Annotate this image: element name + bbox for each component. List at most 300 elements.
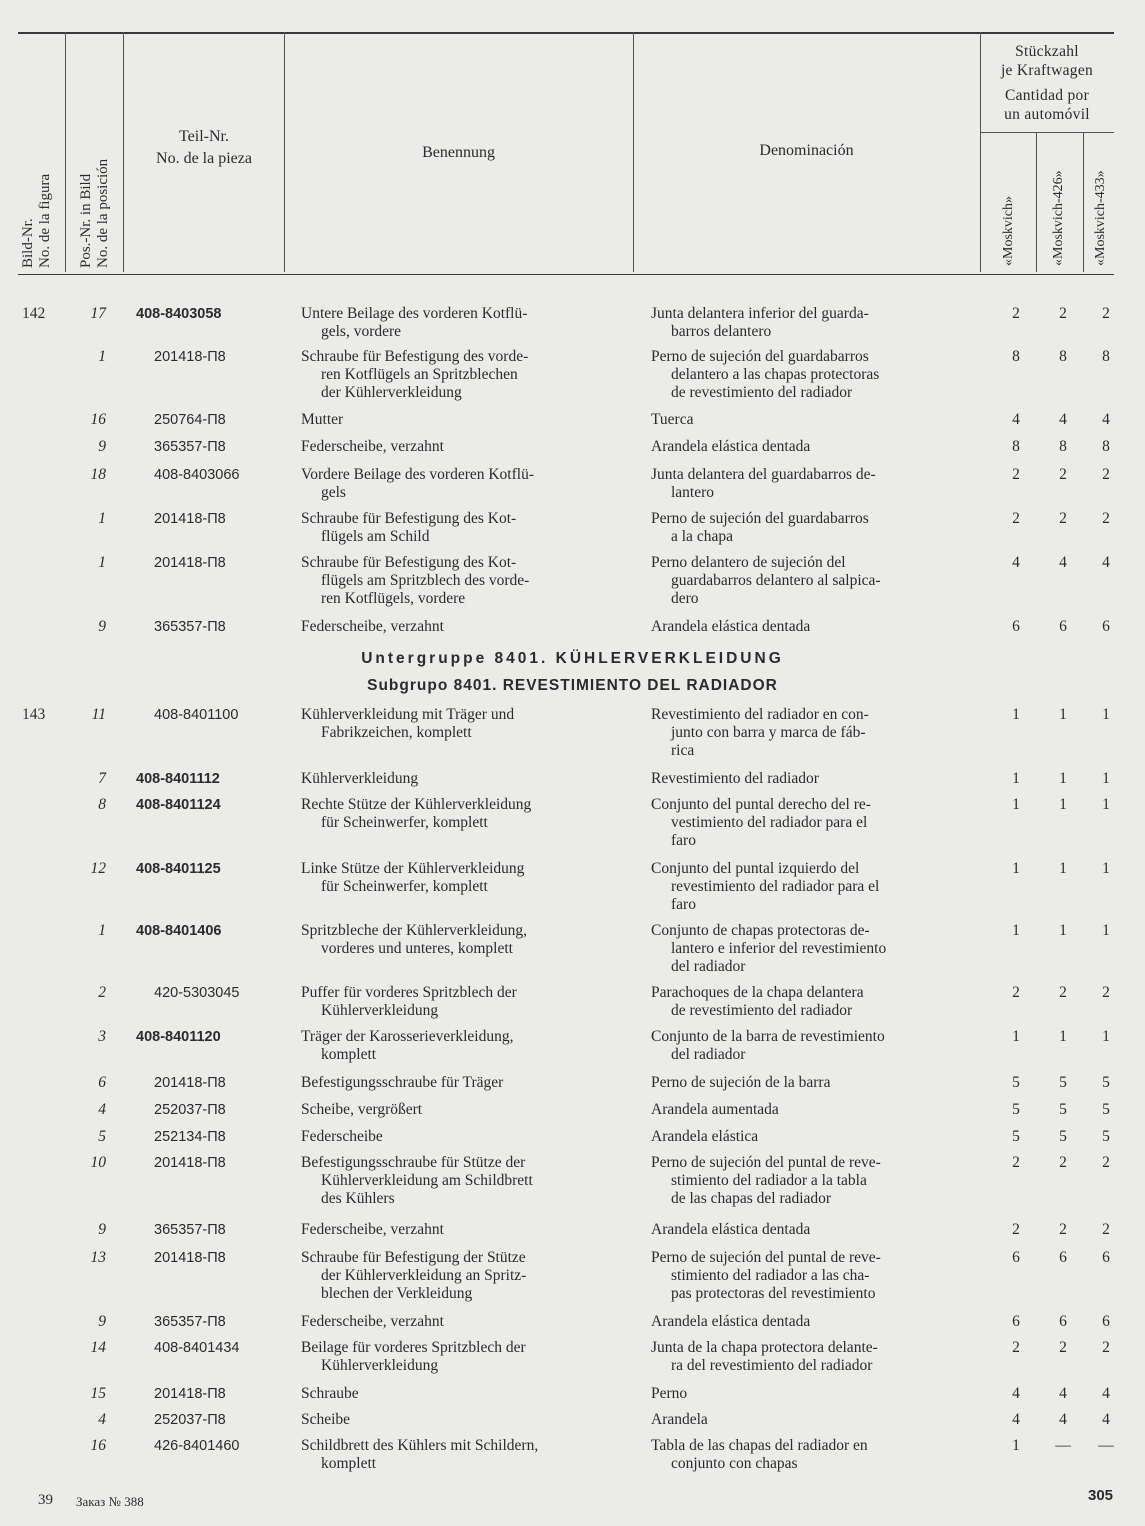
description-line: Arandela xyxy=(651,1411,708,1428)
quantity-2: 2 xyxy=(1059,466,1067,483)
description-line: flügels am Schild xyxy=(321,528,430,545)
part-number: 408-8401112 xyxy=(136,771,220,787)
description-line: Perno de sujeción del guardabarros xyxy=(651,348,869,365)
spanish-name xyxy=(651,860,967,914)
quantity-2: 1 xyxy=(1059,922,1067,939)
quantity-3: 5 xyxy=(1102,1074,1110,1091)
description-line: Revestimiento del radiador en con- xyxy=(651,706,869,723)
part-number: 201418-П8 xyxy=(154,1155,226,1171)
quantity-3: 5 xyxy=(1102,1101,1110,1118)
quantity-2: 4 xyxy=(1059,1385,1067,1402)
description-line: Kühlerverkleidung xyxy=(321,1002,439,1019)
part-number: 201418-П8 xyxy=(154,1075,226,1091)
german-name xyxy=(301,348,619,402)
quantity-2: 4 xyxy=(1059,411,1067,428)
quantity-2: 2 xyxy=(1059,1221,1067,1238)
header-qty-es-2: un automóvil xyxy=(1004,106,1090,123)
description-line: gels, vordere xyxy=(321,323,402,340)
part-number: 201418-П8 xyxy=(154,555,226,571)
quantity-3: 6 xyxy=(1102,1313,1110,1330)
quantity-2: 1 xyxy=(1059,860,1067,877)
description-line: Perno de sujeción de la barra xyxy=(651,1074,831,1091)
german-name xyxy=(301,1385,619,1403)
german-name xyxy=(301,1437,619,1473)
description-line: Schraube für Befestigung des Kot- xyxy=(301,554,517,571)
description-line: de revestimiento del radiador xyxy=(671,1002,853,1019)
quantity-1: 4 xyxy=(1012,411,1020,428)
description-line: Rechte Stütze der Kühlerverkleidung xyxy=(301,796,532,813)
quantity-1: 1 xyxy=(1012,1437,1020,1454)
description-line: Schraube für Befestigung des vorde- xyxy=(301,348,529,365)
header-part-de: Teil-Nr. xyxy=(179,128,229,145)
german-name xyxy=(301,1028,619,1064)
quantity-3: 1 xyxy=(1102,860,1110,877)
quantity-1: 2 xyxy=(1012,1221,1020,1238)
header-qty-de-1: Stückzahl xyxy=(1015,43,1079,60)
position-number: 5 xyxy=(98,1128,106,1145)
quantity-1: 1 xyxy=(1012,922,1020,939)
description-line: dero xyxy=(671,590,699,607)
quantity-1: 2 xyxy=(1012,1339,1020,1356)
german-name xyxy=(301,860,619,896)
quantity-1: 1 xyxy=(1012,1028,1020,1045)
quantity-1: 6 xyxy=(1012,1313,1020,1330)
position-number: 9 xyxy=(98,1313,106,1330)
position-number: 12 xyxy=(90,860,106,877)
description-line: Beilage für vorderes Spritzblech der xyxy=(301,1339,526,1356)
part-number: 201418-П8 xyxy=(154,1250,226,1266)
quantity-2: 1 xyxy=(1059,796,1067,813)
quantity-3: 5 xyxy=(1102,1128,1110,1145)
position-number: 7 xyxy=(98,770,106,787)
quantity-3: 6 xyxy=(1102,1249,1110,1266)
german-name xyxy=(301,438,619,456)
description-line: Federscheibe, verzahnt xyxy=(301,1221,444,1238)
description-line: gels xyxy=(321,484,346,501)
description-line: Mutter xyxy=(301,411,344,428)
spanish-name xyxy=(651,796,967,850)
description-line: Conjunto de la barra de revestimiento xyxy=(651,1028,885,1045)
quantity-1: 4 xyxy=(1012,1411,1020,1428)
quantity-2: 2 xyxy=(1059,305,1067,322)
figure-number: 143 xyxy=(22,706,46,723)
part-number: 201418-П8 xyxy=(154,1386,226,1402)
description-line: Träger der Karosserieverkleidung, xyxy=(301,1028,514,1045)
description-line: a la chapa xyxy=(671,528,733,545)
position-number: 3 xyxy=(98,1028,106,1045)
quantity-3: 6 xyxy=(1102,618,1110,635)
description-line: del radiador xyxy=(671,958,746,975)
position-number: 4 xyxy=(98,1101,106,1118)
spanish-name xyxy=(651,1385,967,1403)
spanish-name xyxy=(651,1028,967,1064)
quantity-3: 1 xyxy=(1102,770,1110,787)
description-line: Arandela elástica xyxy=(651,1128,759,1145)
description-line: des Kühlers xyxy=(321,1190,395,1207)
description-line: Schraube für Befestigung des Kot- xyxy=(301,510,517,527)
german-name xyxy=(301,510,619,546)
header-part-es: No. de la pieza xyxy=(156,150,252,167)
german-name xyxy=(301,1154,619,1208)
subgroup-title-de: Untergruppe 8401. KÜHLERVERKLEIDUNG xyxy=(361,650,784,667)
quantity-1: 2 xyxy=(1012,305,1020,322)
german-name xyxy=(301,1313,619,1331)
description-line: Linke Stütze der Kühlerverkleidung xyxy=(301,860,525,877)
description-line: Revestimiento del radiador xyxy=(651,770,819,787)
spanish-name xyxy=(651,618,967,636)
description-line: barros delantero xyxy=(671,323,772,340)
quantity-1: 1 xyxy=(1012,770,1020,787)
position-number: 10 xyxy=(90,1154,106,1171)
spanish-name xyxy=(651,1074,967,1092)
german-name xyxy=(301,1249,619,1303)
part-number: 420-5303045 xyxy=(154,985,240,1001)
german-name xyxy=(301,796,619,832)
part-number: 365357-П8 xyxy=(154,1222,226,1238)
description-line: Fabrikzeichen, komplett xyxy=(321,724,472,741)
position-number: 13 xyxy=(90,1249,106,1266)
description-line: Befestigungsschraube für Träger xyxy=(301,1074,504,1091)
german-name xyxy=(301,411,619,429)
quantity-2: — xyxy=(1055,1437,1071,1454)
spanish-name xyxy=(651,1101,967,1119)
spanish-name xyxy=(651,1154,967,1208)
german-name xyxy=(301,770,619,788)
german-name xyxy=(301,706,619,742)
description-line: Puffer für vorderes Spritzblech der xyxy=(301,984,517,1001)
spanish-name xyxy=(651,305,967,341)
quantity-3: 4 xyxy=(1102,554,1110,571)
spanish-name xyxy=(651,411,967,429)
qty-divider xyxy=(980,132,1114,133)
quantity-3: 1 xyxy=(1102,922,1110,939)
description-line: komplett xyxy=(321,1455,377,1472)
spanish-name xyxy=(651,466,967,502)
position-number: 1 xyxy=(98,348,106,365)
description-line: Federscheibe xyxy=(301,1128,383,1145)
header-model-1: «Moskvich» xyxy=(1001,196,1016,266)
description-line: ra del revestimiento del radiador xyxy=(671,1357,873,1374)
description-line: Kühlerverkleidung mit Träger und xyxy=(301,706,515,723)
quantity-3: 8 xyxy=(1102,438,1110,455)
part-number: 201418-П8 xyxy=(154,349,226,365)
header-qty-es-1: Cantidad por xyxy=(1004,87,1090,104)
description-line: blechen der Verkleidung xyxy=(321,1285,473,1302)
header-fig xyxy=(20,118,54,268)
quantity-1: 2 xyxy=(1012,1154,1020,1171)
footer-order: Заказ № 388 xyxy=(76,1494,144,1509)
description-line: guardabarros delantero al salpica- xyxy=(671,572,881,589)
spanish-name xyxy=(651,706,967,760)
part-number: 408-8401124 xyxy=(136,797,221,813)
part-number: 365357-П8 xyxy=(154,1314,226,1330)
part-number: 408-8401125 xyxy=(136,861,221,877)
spanish-name xyxy=(651,348,967,402)
description-line: der Kühlerverkleidung an Spritz- xyxy=(321,1267,527,1284)
spanish-name xyxy=(651,1411,967,1429)
position-number: 16 xyxy=(90,411,106,428)
part-number: 252037-П8 xyxy=(154,1412,226,1428)
spanish-name xyxy=(651,438,967,456)
description-line: Kühlerverkleidung am Schildbrett xyxy=(321,1172,533,1189)
part-number: 408-8401100 xyxy=(154,707,239,723)
quantity-2: 1 xyxy=(1059,770,1067,787)
spanish-name xyxy=(651,1249,967,1303)
quantity-3: 2 xyxy=(1102,1154,1110,1171)
quantity-1: 1 xyxy=(1012,796,1020,813)
part-number: 408-8403058 xyxy=(136,306,222,322)
quantity-3: 2 xyxy=(1102,1339,1110,1356)
spanish-name xyxy=(651,1221,967,1239)
description-line: de las chapas del radiador xyxy=(671,1190,832,1207)
header-qty xyxy=(980,42,1114,124)
description-line: lantero e inferior del revestimiento xyxy=(671,940,887,957)
description-line: vorderes und unteres, komplett xyxy=(321,940,513,957)
description-line: Tuerca xyxy=(651,411,694,428)
part-number: 365357-П8 xyxy=(154,439,226,455)
header-qty-de-2: je Kraftwagen xyxy=(1000,62,1094,79)
position-number: 9 xyxy=(98,618,106,635)
page-number: 305 xyxy=(1088,1487,1114,1504)
description-line: Perno de sujeción del puntal de reve- xyxy=(651,1249,881,1266)
spanish-name xyxy=(651,1313,967,1331)
quantity-1: 5 xyxy=(1012,1128,1020,1145)
description-line: Kühlerverkleidung xyxy=(301,770,419,787)
description-line: Conjunto del puntal izquierdo del xyxy=(651,860,860,877)
position-number: 9 xyxy=(98,438,106,455)
german-name xyxy=(301,1101,619,1119)
quantity-2: 6 xyxy=(1059,1313,1067,1330)
description-line: stimiento del radiador a las cha- xyxy=(671,1267,870,1284)
description-line: Federscheibe, verzahnt xyxy=(301,1313,444,1330)
header-pos-de: Pos.-Nr. in Bild xyxy=(78,173,94,268)
quantity-1: 2 xyxy=(1012,510,1020,527)
quantity-2: 6 xyxy=(1059,1249,1067,1266)
german-name xyxy=(301,984,619,1020)
position-number: 9 xyxy=(98,1221,106,1238)
quantity-1: 2 xyxy=(1012,984,1020,1001)
description-line: conjunto con chapas xyxy=(671,1455,798,1472)
part-number: 426-8401460 xyxy=(154,1438,240,1454)
german-name xyxy=(301,922,619,958)
quantity-3: 4 xyxy=(1102,411,1110,428)
description-line: für Scheinwerfer, komplett xyxy=(321,878,488,895)
description-line: Tabla de las chapas del radiador en xyxy=(651,1437,868,1454)
description-line: faro xyxy=(671,896,696,913)
part-number: 408-8401434 xyxy=(154,1340,240,1356)
part-number: 250764-П8 xyxy=(154,412,226,428)
quantity-3: 4 xyxy=(1102,1411,1110,1428)
description-line: Arandela elástica dentada xyxy=(651,1313,811,1330)
figure-number: 142 xyxy=(22,305,46,322)
quantity-3: 1 xyxy=(1102,706,1110,723)
quantity-1: 4 xyxy=(1012,1385,1020,1402)
quantity-3: 2 xyxy=(1102,305,1110,322)
quantity-3: 8 xyxy=(1102,348,1110,365)
description-line: Conjunto del puntal derecho del re- xyxy=(651,796,871,813)
quantity-1: 8 xyxy=(1012,348,1020,365)
header-part xyxy=(124,126,284,170)
description-line: Arandela aumentada xyxy=(651,1101,779,1118)
description-line: Befestigungsschraube für Stütze der xyxy=(301,1154,526,1171)
description-line: Parachoques de la chapa delantera xyxy=(651,984,864,1001)
quantity-1: 2 xyxy=(1012,466,1020,483)
description-line: Perno delantero de sujeción del xyxy=(651,554,846,571)
spanish-name xyxy=(651,510,967,546)
position-number: 6 xyxy=(98,1074,106,1091)
quantity-1: 8 xyxy=(1012,438,1020,455)
spanish-name xyxy=(651,1128,967,1146)
description-line: Spritzbleche der Kühlerverkleidung, xyxy=(301,922,527,939)
description-line: Perno de sujeción del guardabarros xyxy=(651,510,869,527)
quantity-3: 1 xyxy=(1102,796,1110,813)
footer-sheet-number: 39 xyxy=(38,1492,53,1508)
subgroup-title-es: Subgrupo 8401. REVESTIMIENTO DEL RADIADOR xyxy=(367,677,778,694)
quantity-3: 2 xyxy=(1102,510,1110,527)
position-number: 4 xyxy=(98,1411,106,1428)
description-line: delantero a las chapas protectoras xyxy=(671,366,880,383)
description-line: revestimiento del radiador para el xyxy=(671,878,880,895)
position-number: 1 xyxy=(98,510,106,527)
part-number: 252134-П8 xyxy=(154,1129,226,1145)
quantity-2: 5 xyxy=(1059,1128,1067,1145)
part-number: 252037-П8 xyxy=(154,1102,226,1118)
quantity-1: 6 xyxy=(1012,618,1020,635)
spanish-name xyxy=(651,1437,967,1473)
description-line: Arandela elástica dentada xyxy=(651,1221,811,1238)
german-name xyxy=(301,1221,619,1239)
description-line: del radiador xyxy=(671,1046,746,1063)
position-number: 1 xyxy=(98,554,106,571)
spanish-name xyxy=(651,770,967,788)
quantity-2: 5 xyxy=(1059,1101,1067,1118)
header-model-3: «Moskvich-433» xyxy=(1093,170,1108,266)
description-line: Vordere Beilage des vorderen Kotflü- xyxy=(301,466,534,483)
description-line: pas protectoras del revestimiento xyxy=(671,1285,876,1302)
header-model-2: «Moskvich-426» xyxy=(1051,170,1066,266)
quantity-2: 1 xyxy=(1059,1028,1067,1045)
quantity-1: 1 xyxy=(1012,706,1020,723)
column-divider xyxy=(1036,132,1037,272)
part-number: 408-8401406 xyxy=(136,923,222,939)
german-name xyxy=(301,554,619,608)
position-number: 2 xyxy=(98,984,106,1001)
quantity-2: 1 xyxy=(1059,706,1067,723)
quantity-3: 2 xyxy=(1102,1221,1110,1238)
spanish-name xyxy=(651,1339,967,1375)
german-name xyxy=(301,1074,619,1092)
column-divider xyxy=(65,32,66,272)
quantity-2: 2 xyxy=(1059,510,1067,527)
description-line: flügels am Spritzblech des vorde- xyxy=(321,572,530,589)
position-number: 18 xyxy=(90,466,106,483)
quantity-3: 2 xyxy=(1102,466,1110,483)
quantity-2: 2 xyxy=(1059,984,1067,1001)
description-line: Junta delantera del guardabarros de- xyxy=(651,466,876,483)
german-name xyxy=(301,305,619,341)
description-line: Schraube xyxy=(301,1385,359,1402)
position-number: 14 xyxy=(90,1339,106,1356)
header-denominacion: Denominación xyxy=(759,142,854,159)
quantity-2: 8 xyxy=(1059,438,1067,455)
description-line: stimiento del radiador a la tabla xyxy=(671,1172,867,1189)
part-number: 365357-П8 xyxy=(154,619,226,635)
german-name xyxy=(301,1339,619,1375)
part-number: 408-8401120 xyxy=(136,1029,221,1045)
quantity-1: 1 xyxy=(1012,860,1020,877)
german-name xyxy=(301,1411,619,1429)
spanish-name xyxy=(651,554,967,608)
quantity-1: 5 xyxy=(1012,1074,1020,1091)
description-line: Federscheibe, verzahnt xyxy=(301,618,444,635)
position-number: 1 xyxy=(98,922,106,939)
part-number: 408-8403066 xyxy=(154,467,240,483)
german-name xyxy=(301,618,619,636)
spanish-name xyxy=(651,922,967,976)
description-line: Scheibe xyxy=(301,1411,351,1428)
description-line: Arandela elástica dentada xyxy=(651,618,811,635)
description-line: Perno de sujeción del puntal de reve- xyxy=(651,1154,881,1171)
header-benennung: Benennung xyxy=(422,144,495,161)
description-line: rica xyxy=(671,742,695,759)
description-line: faro xyxy=(671,832,696,849)
description-line: für Scheinwerfer, komplett xyxy=(321,814,488,831)
description-line: Federscheibe, verzahnt xyxy=(301,438,444,455)
header-fig-es: No. de la figura xyxy=(37,173,53,268)
position-number: 8 xyxy=(98,796,106,813)
header-pos-es: No. de la posición xyxy=(95,158,111,268)
description-line: Arandela elástica dentada xyxy=(651,438,811,455)
description-line: Conjunto de chapas protectoras de- xyxy=(651,922,870,939)
german-name xyxy=(301,1128,619,1146)
description-line: Schraube für Befestigung der Stütze xyxy=(301,1249,526,1266)
header-pos xyxy=(78,106,112,268)
quantity-3: 1 xyxy=(1102,1028,1110,1045)
column-divider xyxy=(1083,132,1084,272)
description-line: Perno xyxy=(651,1385,688,1402)
quantity-3: 4 xyxy=(1102,1385,1110,1402)
part-number: 201418-П8 xyxy=(154,511,226,527)
description-line: Junta de la chapa protectora delante- xyxy=(651,1339,878,1356)
quantity-2: 8 xyxy=(1059,348,1067,365)
description-line: der Kühlerverkleidung xyxy=(321,384,462,401)
description-line: Scheibe, vergrößert xyxy=(301,1101,423,1118)
description-line: Junta delantera inferior del guarda- xyxy=(651,305,869,322)
description-line: junto con barra y marca de fáb- xyxy=(671,724,866,741)
description-line: lantero xyxy=(671,484,715,501)
quantity-2: 4 xyxy=(1059,554,1067,571)
quantity-2: 4 xyxy=(1059,1411,1067,1428)
quantity-2: 2 xyxy=(1059,1339,1067,1356)
position-number: 16 xyxy=(90,1437,106,1454)
german-name xyxy=(301,466,619,502)
header-fig-de: Bild-Nr. xyxy=(20,218,36,268)
position-number: 11 xyxy=(91,706,106,723)
description-line: de revestimiento del radiador xyxy=(671,384,853,401)
quantity-1: 6 xyxy=(1012,1249,1020,1266)
position-number: 15 xyxy=(90,1385,106,1402)
quantity-2: 6 xyxy=(1059,618,1067,635)
description-line: Schildbrett des Kühlers mit Schildern, xyxy=(301,1437,539,1454)
description-line: vestimiento del radiador para el xyxy=(671,814,868,831)
description-line: ren Kotflügels an Spritzblechen xyxy=(321,366,518,383)
quantity-1: 4 xyxy=(1012,554,1020,571)
description-line: Untere Beilage des vorderen Kotflü- xyxy=(301,305,528,322)
quantity-2: 5 xyxy=(1059,1074,1067,1091)
description-line: Kühlerverkleidung xyxy=(321,1357,439,1374)
quantity-3: — xyxy=(1098,1437,1114,1454)
quantity-1: 5 xyxy=(1012,1101,1020,1118)
